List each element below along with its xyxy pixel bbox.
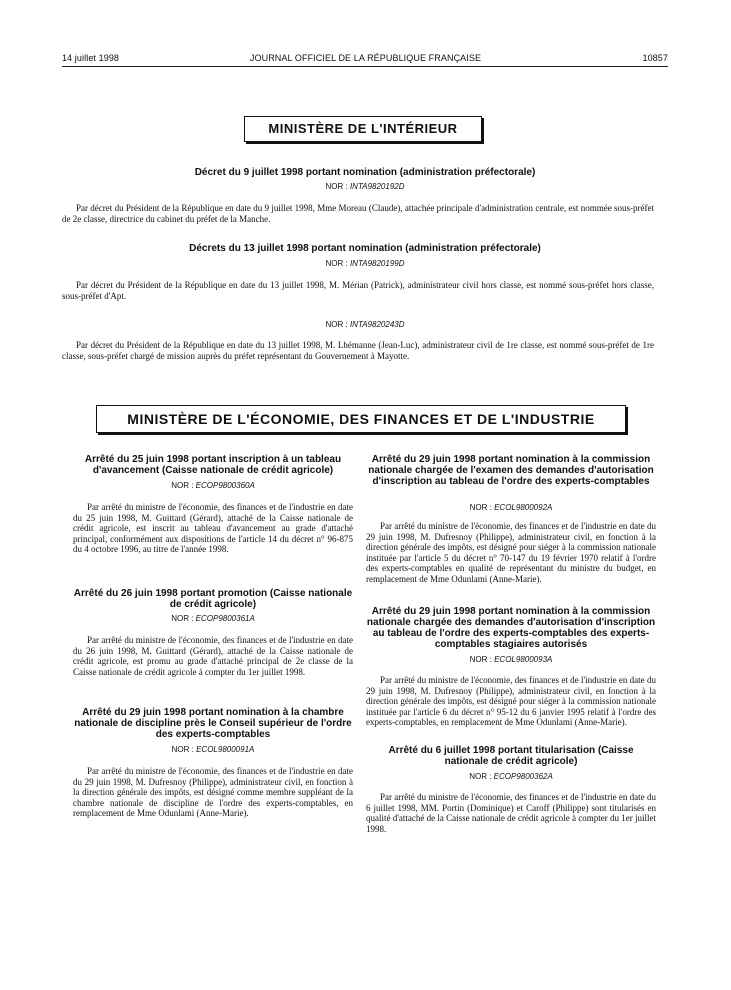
arrete-25-juin-text: Par arrêté du ministre de l'économie, des finances et de l'industrie en date du 25 juin 1998, M. Guittard (Gérard), attaché de la Caisse nationale de crédit agricole, est inscrit au tableau d'avancement au grade d'attaché principal, conformément aux dispositions de l'article 14 du décret n° 96-875 du 4 octobre 1996, au titre de l'année 1998. <box>73 502 353 555</box>
arrete-26-juin-title: Arrêté du 26 juin 1998 portant promotion (Caisse nationale de crédit agricole) <box>73 588 353 610</box>
nor-code: ECOP9800361A <box>195 614 255 623</box>
decret-9-juillet-text: Par décret du Président de la République en date du 9 juillet 1998, Mme Moreau (Claude), attachée principale d'administration centrale, est nommée sous-préfet de 2e classe, directrice du cabinet du préfet de la Manche. <box>62 203 654 224</box>
arrete-29-juin-chambre-title: Arrêté du 29 juin 1998 portant nomination à la chambre nationale de discipline près le Conseil supérieur de l'ordre des experts-comptables <box>74 707 352 740</box>
arrete-29-juin-chambre-nor <box>73 745 353 754</box>
nor-code: ECOP9800362A <box>493 772 553 781</box>
arrete-29-juin-commission-1-nor <box>366 503 656 512</box>
decret-9-juillet-nor <box>62 182 668 191</box>
nor-label: NOR : <box>325 320 348 329</box>
nor-label: NOR : <box>325 182 348 191</box>
arrete-6-juillet-text: Par arrêté du ministre de l'économie, des finances et de l'industrie en date du 6 juillet 1998, MM. Portin (Dominique) et Caroff (Philippe) sont titularisés en qualité d'attaché de la Caisse nationale de crédit agricole à compter du 1er juillet 1998. <box>366 792 656 834</box>
nor-code: INTA9820243D <box>349 320 405 329</box>
header-date: 14 juillet 1998 <box>62 53 120 63</box>
page-number: 10857 <box>642 53 668 63</box>
nor-code: ECOL9800091A <box>196 745 255 754</box>
nor-label: NOR : <box>171 481 194 490</box>
arrete-6-juillet-title: Arrêté du 6 juillet 1998 portant titularisation (Caisse nationale de crédit agricole) <box>388 745 634 767</box>
nor-label: NOR : <box>171 614 194 623</box>
decrets-13-juillet-nor-2 <box>62 320 668 329</box>
arrete-25-juin-title: Arrêté du 25 juin 1998 portant inscription à un tableau d'avancement (Caisse nationale de crédit agricole) <box>84 454 342 476</box>
decret-9-juillet-title: Décret du 9 juillet 1998 portant nomination (administration préfectorale) <box>194 167 536 178</box>
arrete-29-juin-commission-2-nor <box>366 655 656 664</box>
nor-code: ECOL9800092A <box>494 503 553 512</box>
arrete-26-juin-nor <box>73 614 353 623</box>
arrete-6-juillet-nor <box>366 772 656 781</box>
journal-title: JOURNAL OFFICIEL DE LA RÉPUBLIQUE FRANÇAISE <box>249 53 482 63</box>
decrets-13-juillet-title: Décrets du 13 juillet 1998 portant nomination (administration préfectorale) <box>189 243 541 254</box>
nor-code: ECOP9800360A <box>195 481 255 490</box>
nor-code: INTA9820192D <box>349 182 405 191</box>
nor-label: NOR : <box>469 503 492 512</box>
arrete-26-juin-text: Par arrêté du ministre de l'économie, des finances et de l'industrie en date du 26 juin 1998, M. Guittard (Gérard), attaché de la Caisse nationale de crédit agricole, est promu au grade d'attaché principal de 2e classe de la Caisse nationale de crédit agricole à compter du 1er juillet 1998. <box>73 635 353 677</box>
decrets-13-juillet-nor-1 <box>62 259 668 268</box>
ministry-economie-heading: MINISTÈRE DE L'ÉCONOMIE, DES FINANCES ET DE L'INDUSTRIE <box>96 405 626 433</box>
arrete-29-juin-commission-1-title: Arrêté du 29 juin 1998 portant nomination à la commission nationale chargée de l'examen des demandes d'autorisation d'inscription au tableau de l'ordre des experts-comptables <box>368 454 654 487</box>
nor-label: NOR : <box>325 259 348 268</box>
ministry-interieur-heading: MINISTÈRE DE L'INTÉRIEUR <box>244 116 482 142</box>
nor-label: NOR : <box>171 745 194 754</box>
decret-merian-text: Par décret du Président de la République en date du 13 juillet 1998, M. Mérian (Patrick), administrateur civil hors classe, est nommé sous-préfet hors classe, sous-préfet d'Apt. <box>62 280 654 301</box>
nor-code: INTA9820199D <box>349 259 405 268</box>
nor-code: ECOL9800093A <box>494 655 553 664</box>
nor-label: NOR : <box>469 655 492 664</box>
decret-lhemanne-text: Par décret du Président de la République en date du 13 juillet 1998, M. Lhémanne (Jean-Luc), administrateur civil de 1re classe, est nommé sous-préfet de 1re classe, sous-préfet chargé de mission auprès du préfet représentant du Gouvernement à Mayotte. <box>62 340 654 361</box>
header-rule <box>62 66 668 67</box>
arrete-25-juin-nor <box>73 481 353 490</box>
arrete-29-juin-commission-2-text: Par arrêté du ministre de l'économie, des finances et de l'industrie en date du 29 juin 1998, M. Dufresnoy (Philippe), administrateur civil, en fonction à la direction générale des impôts, est désigné pour siéger à la commission nationale instituée par l'article 6 du décret n° 95-12 du 6 janvier 1995 relatif à l'ordre des experts-comptables, en remplacement de Mme Odunlami (Anne-Marie). <box>366 675 656 728</box>
arrete-29-juin-commission-1-text: Par arrêté du ministre de l'économie, des finances et de l'industrie en date du 29 juin 1998, M. Dufresnoy (Philippe), administrateur civil, en fonction à la direction générale des impôts, est désigné pour siéger à la commission nationale instituée par l'article 5 du décret n° 70-147 du 19 février 1970 relatif à l'ordre des experts-comptables en qualité de représentant du ministre du budget, en remplacement de Mme Odunlami (Anne-Marie). <box>366 521 656 584</box>
nor-label: NOR : <box>469 772 492 781</box>
arrete-29-juin-chambre-text: Par arrêté du ministre de l'économie, des finances et de l'industrie en date du 29 juin 1998, M. Dufresnoy (Philippe), administrateur civil, en fonction à la direction générale des impôts, est désigné comme membre suppléant de la chambre nationale de discipline de l'ordre des experts-comptables, en remplacement de Mme Odunlami (Anne-Marie). <box>73 766 353 819</box>
arrete-29-juin-commission-2-title: Arrêté du 29 juin 1998 portant nomination à la commission nationale chargée des demandes d'autorisation d'inscription au tableau de l'ordre des experts-comptables des experts-comptables stagiaires autorisés <box>366 606 656 650</box>
